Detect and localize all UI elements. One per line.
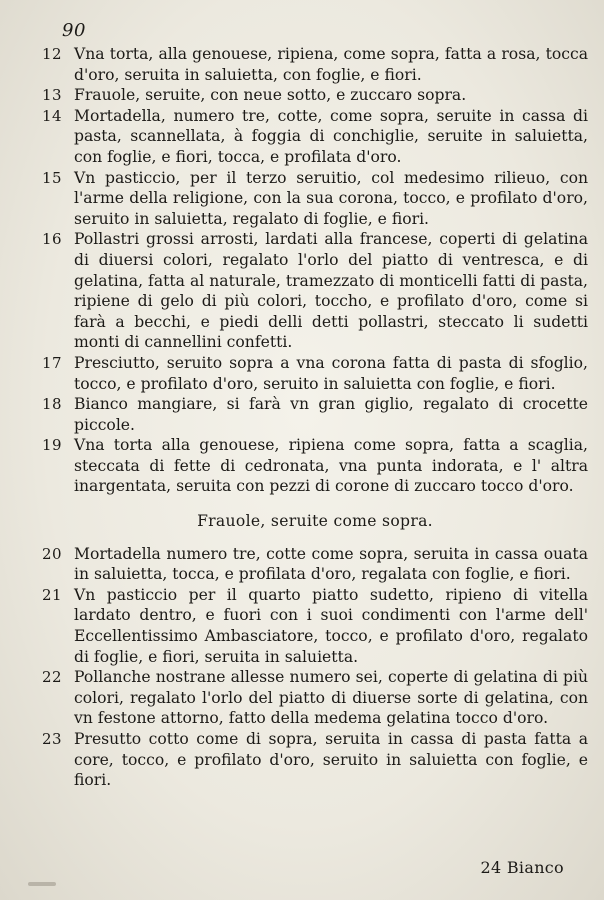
menu-entry-12: [42, 44, 588, 85]
menu-entry-19: [42, 435, 588, 497]
entry-text: Bianco mangiare, si farà vn gran giglio, regalato di crocette piccole.: [74, 395, 588, 434]
menu-entry-18: [42, 394, 588, 435]
entry-text: Vna torta, alla genouese, ripiena, come sopra, fatta a rosa, tocca d'oro, seruita in saluietta, con foglie, e fiori.: [74, 45, 588, 84]
entry-text: Mortadella, numero tre, cotte, come sopra, seruite in cassa di pasta, scannellata, à foggia di conchiglie, seruite in saluietta, con foglie, e fiori, tocca, e profilata d'oro.: [74, 106, 588, 166]
entry-number: 20: [42, 544, 63, 563]
entry-number: 17: [42, 353, 63, 372]
entry-text: Mortadella numero tre, cotte come sopra, seruita in cassa ouata in saluietta, tocca, e profilata d'oro, regalata con foglie, e fiori.: [74, 544, 588, 584]
ink-stain: [28, 882, 56, 886]
section-heading: Frauole, seruite come sopra.: [197, 512, 433, 531]
entry-number: 16: [42, 230, 63, 249]
entry-number: 12: [42, 45, 63, 63]
entry-number: 22: [42, 668, 63, 687]
catchword: 24 Bianco: [480, 858, 564, 877]
page-number: 90: [62, 20, 86, 41]
entry-text: Pollastri grossi arrosti, lardati alla francese, coperti di gelatina di diuersi colori, regalato l'orlo del piatto di ventresca, e di gelatina, fatta al naturale, tramezzato di monticelli fatti di pasta, ripiene di gelo di più colori, toccho, e profilato d'oro, come si farà a becchi, e piedi delli detti pollastri, steccato li sudetti monti di cannellini confetti.: [74, 230, 588, 352]
menu-entry-13: [42, 85, 588, 106]
menu-entry-23: [42, 729, 588, 791]
entry-number: 13: [42, 86, 63, 105]
entry-text: Vna torta alla genouese, ripiena come sopra, fatta a scaglia, steccata di fette di cedronata, vna punta indorata, e l' altra inargentata, seruita con pezzi di corone di zuccaro tocco d'oro.: [74, 436, 588, 496]
menu-entries: [42, 44, 588, 791]
menu-entry-17: [42, 353, 588, 394]
menu-entry-21: [42, 585, 588, 667]
entry-text: Frauole, seruite, con neue sotto, e zuccaro sopra.: [74, 86, 467, 105]
entry-text: Pollanche nostrane allesse numero sei, coperte di gelatina di più colori, regalato l'orlo del piatto di diuerse sorte di gelatina, con vn festone attorno, fatto della medema gelatina tocco d'oro.: [74, 668, 588, 728]
entry-number: 15: [42, 168, 63, 187]
entry-number: 19: [42, 436, 63, 455]
menu-entry-20: [42, 544, 588, 585]
menu-entry-22: [42, 667, 588, 729]
entry-number: 14: [42, 106, 63, 125]
entry-number: 23: [42, 730, 63, 748]
menu-entry-16: [42, 229, 588, 353]
entry-number: 18: [42, 395, 63, 414]
entry-text: Vn pasticcio, per il terzo seruitio, col medesimo rilieuo, con l'arme della religione, con la sua corona, tocco, e profilato d'oro, seruito in saluietta, regalato di foglie, e fiori.: [74, 168, 588, 228]
entry-text: Vn pasticcio per il quarto piatto sudetto, ripieno di vitella lardato dentro, e fuori con i suoi condimenti con l'arme dell' Eccellentissimo Ambasciatore, tocco, e profilato d'oro, regalato di foglie, e fiori, seruita in saluietta.: [74, 585, 588, 666]
menu-entry-14: [42, 106, 588, 168]
menu-entry-15: [42, 168, 588, 230]
entry-number: 21: [42, 585, 63, 604]
entry-text: Presutto cotto come di sopra, seruita in cassa di pasta fatta a core, tocco, e profilato d'oro, seruito in saluietta con foglie, e fiori.: [74, 730, 588, 790]
entry-text: Presciutto, seruito sopra a vna corona fatta di pasta di sfoglio, tocco, e profilato d'oro, seruito in saluietta con foglie, e fiori.: [74, 353, 588, 393]
